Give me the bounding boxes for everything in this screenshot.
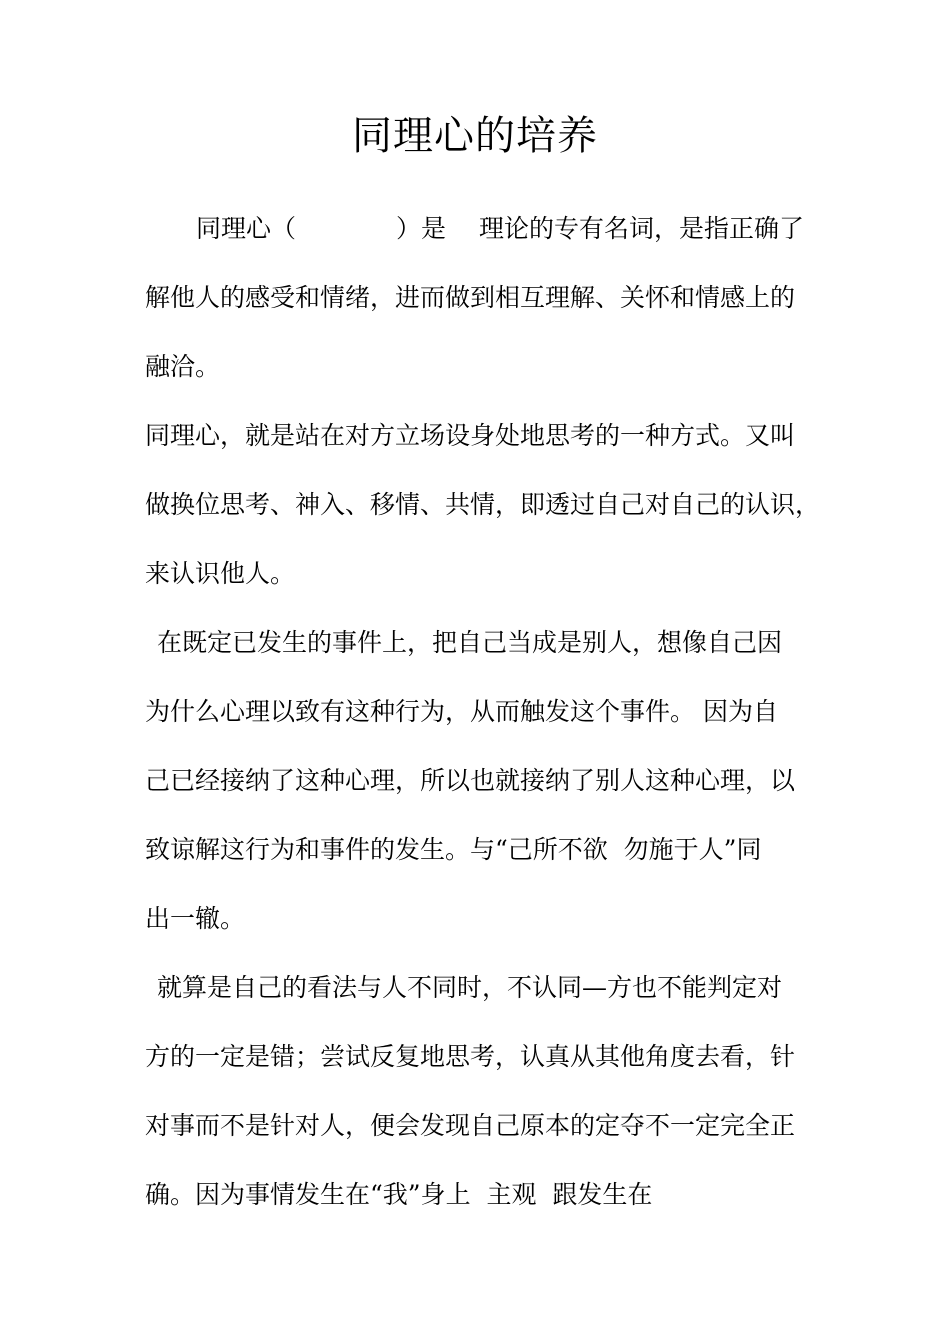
paragraph-line: 同理心（ ）是 理论的专有名词，是指正确了 xyxy=(196,214,804,243)
paragraph-line: 融洽。 xyxy=(145,352,221,381)
document-title: 同理心的培养 xyxy=(352,113,598,159)
paragraph-line: 致谅解这行为和事件的发生。与“己所不欲 勿施于人”同 xyxy=(145,835,762,864)
paragraph-line: 己已经接纳了这种心理，所以也就接纳了别人这种心理，以 xyxy=(145,766,796,795)
paragraph-line: 方的一定是错；尝试反复地思考，认真从其他角度去看，针 xyxy=(145,1042,796,1071)
paragraph-line: 出一辙。 xyxy=(145,904,246,933)
paragraph-line: 来认识他人。 xyxy=(145,559,296,588)
paragraph-line: 为什么心理以致有这种行为，从而触发这个事件。 因为自 xyxy=(145,697,778,726)
paragraph-line: 就算是自己的看法与人不同时，不认同—方也不能判定对 xyxy=(157,973,783,1002)
paragraph-line: 确。因为事情发生在“我”身上 主观 跟发生在 xyxy=(145,1180,653,1209)
paragraph-line: 解他人的感受和情绪，进而做到相互理解、关怀和情感上的 xyxy=(145,283,796,312)
paragraph-line: 做换位思考、神入、移情、共情，即透过自己对自己的认识， xyxy=(145,490,821,519)
paragraph-line: 同理心，就是站在对方立场设身处地思考的一种方式。又叫 xyxy=(145,421,796,450)
paragraph-line: 对事而不是针对人，便会发现自己原本的定夺不一定完全正 xyxy=(145,1111,796,1140)
paragraph-line: 在既定已发生的事件上，把自己当成是别人，想像自己因 xyxy=(157,628,783,657)
